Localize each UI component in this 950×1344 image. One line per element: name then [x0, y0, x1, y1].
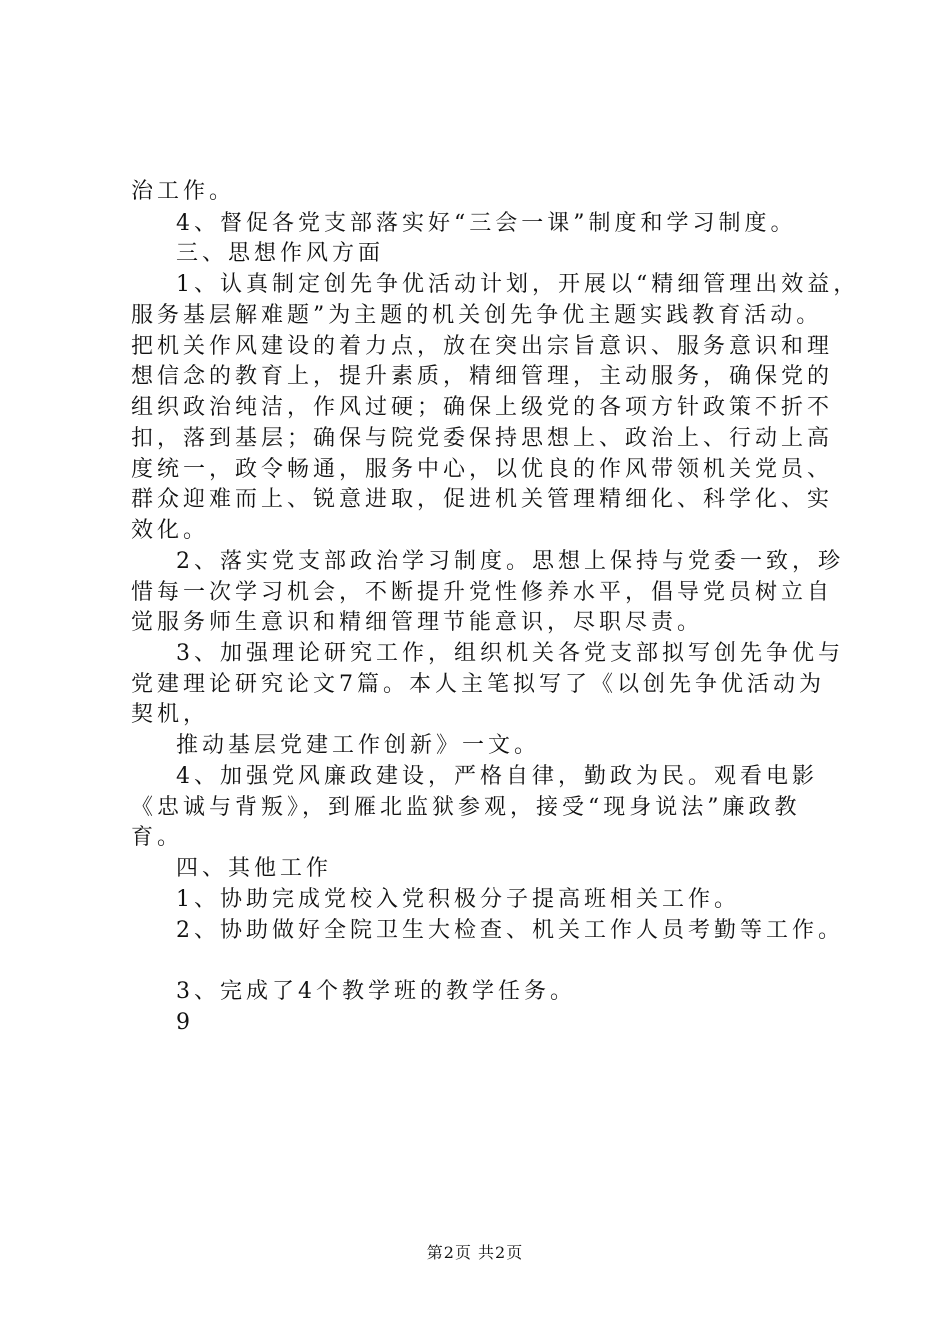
text-line-10: 度统一，政令畅通，服务中心，以优良的作风带领机关党员、 — [131, 457, 834, 482]
text-line-21: 《忠诚与背叛》，到雁北监狱参观，接受“现身说法”廉政教 — [131, 795, 801, 820]
text-line-15: 觉服务师生意识和精细管理节能意识，尽职尽责。 — [131, 610, 704, 635]
section-heading-3: 三、思想作风方面 — [176, 241, 385, 266]
text-line-4: 1、认真制定创先争优活动计划，开展以“精细管理出效益， — [176, 272, 860, 297]
text-line-22: 育。 — [131, 825, 184, 850]
text-line-1: 治工作。 — [131, 179, 236, 204]
text-line-7: 想信念的教育上，提升素质，精细管理，主动服务，确保党的 — [131, 364, 834, 389]
text-line-8: 组织政治纯洁，作风过硬；确保上级党的各项方针政策不折不 — [131, 395, 834, 420]
text-line-6: 把机关作风建设的着力点，放在突出宗旨意识、服务意识和理 — [131, 334, 834, 359]
text-line-26: 3、完成了4个教学班的教学任务。 — [176, 979, 576, 1004]
text-line-18: 契机， — [131, 702, 210, 727]
text-line-17: 党建理论研究论文7篇。本人主笔拟写了《以创先争优活动为 — [131, 672, 825, 697]
text-line-20: 4、加强党风廉政建设，严格自律，勤政为民。观看电影 — [176, 764, 818, 789]
text-line-14: 惜每一次学习机会，不断提升党性修养水平，倡导党员树立自 — [131, 580, 834, 605]
text-line-24: 1、协助完成党校入党积极分子提高班相关工作。 — [176, 887, 740, 912]
text-line-19: 推动基层党建工作创新》一文。 — [176, 733, 541, 758]
text-line-13: 2、落实党支部政治学习制度。思想上保持与党委一致，珍 — [176, 549, 844, 574]
text-line-12: 效化。 — [131, 518, 210, 543]
text-line-5: 服务基层解难题”为主题的机关创先争优主题实践教育活动。 — [131, 303, 823, 328]
page-number-footer: 第2页 共2页 — [426, 1243, 524, 1262]
text-line-25: 2、协助做好全院卫生大检查、机关工作人员考勤等工作。 — [176, 918, 844, 943]
text-line-27: 9 — [176, 1010, 194, 1035]
text-line-2: 4、督促各党支部落实好“三会一课”制度和学习制度。 — [176, 211, 797, 236]
section-heading-23: 四、其他工作 — [176, 856, 333, 881]
text-line-16: 3、加强理论研究工作，组织机关各党支部拟写创先争优与 — [176, 641, 844, 666]
text-line-9: 扣，落到基层；确保与院党委保持思想上、政治上、行动上高 — [131, 426, 834, 451]
text-line-11: 群众迎难而上、锐意进取，促进机关管理精细化、科学化、实 — [131, 487, 834, 512]
